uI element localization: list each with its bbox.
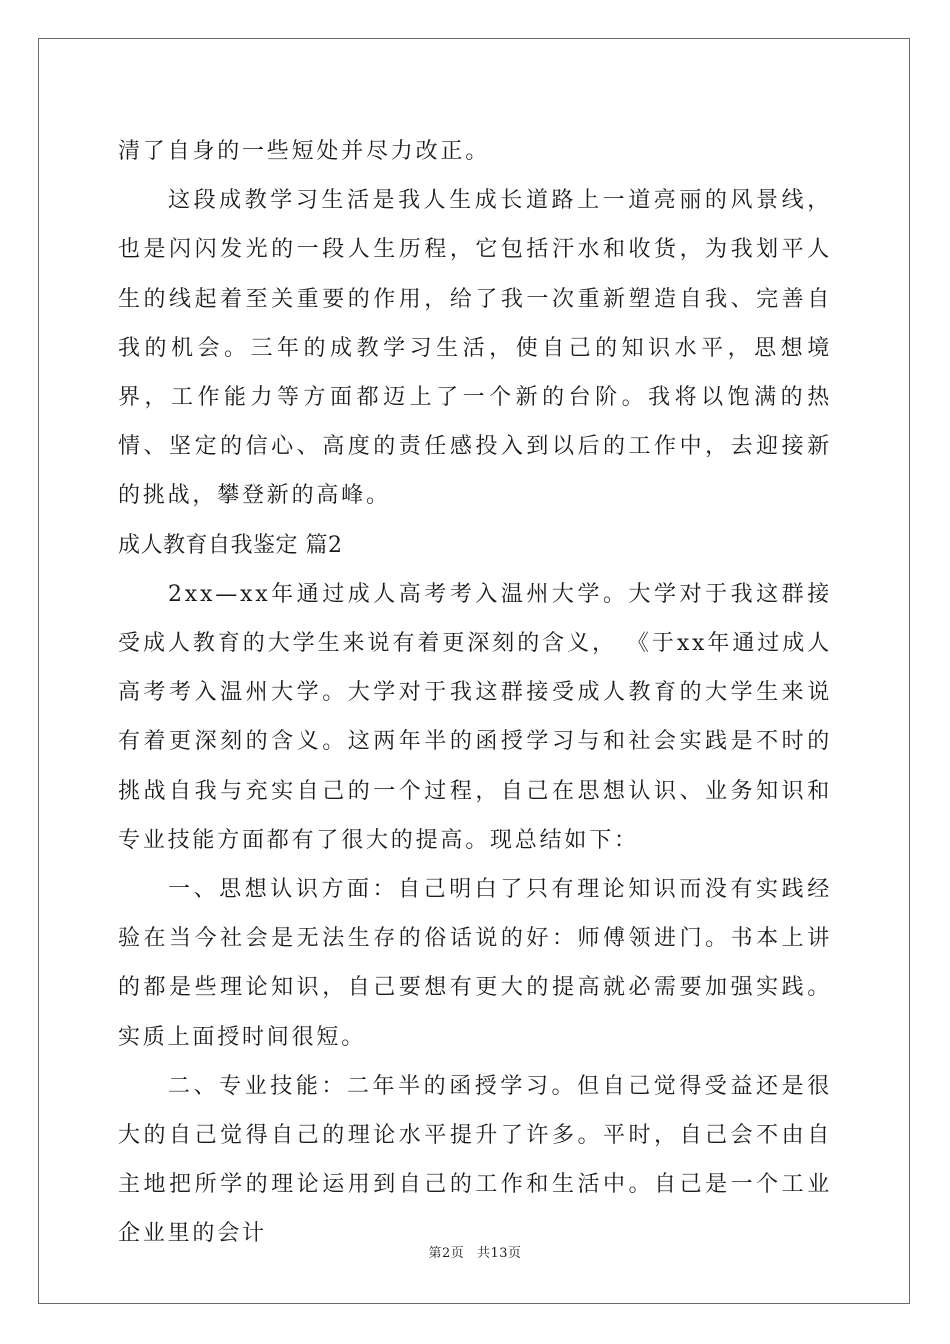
paragraph-2: 这段成教学习生活是我人生成长道路上一道亮丽的风景线，也是闪闪发光的一段人生历程，它包括汗水和收货，为我划平人生的线起着至关重要的作用，给了我一次重新塑造自我、完善自我的机会。三年的成教学习生活，使自己的知识水平，思想境界，工作能力等方面都迈上了一个新的台阶。我将以饱满的热情、坚定的信心、高度的责任感投入到以后的工作中，去迎接新的挑战，攀登新的高峰。 [118,188,832,509]
paragraph-5: 二、专业技能：二年半的函授学习。但自己觉得受益还是很大的自己觉得自己的理论水平提升了许多。平时，自己会不由自主地把所学的理论运用到自己的工作和生活中。自己是一个工业企业里的会计 [118,1073,832,1247]
paragraph-1: 清了自身的一些短处并尽力改正。 [118,139,491,164]
section-heading: 成人教育自我鉴定 篇2 [118,532,343,558]
page-total: 共13页 [476,1246,522,1261]
page-number: 第2页 [428,1246,465,1261]
paragraph-4: 一、思想认识方面：自己明白了只有理论知识而没有实践经验在当今社会是无法生存的俗话说的好：师傅领进门。书本上讲的都是些理论知识，自己要想有更大的提高就必需要加强实践。实质上面授时间很短。 [118,877,832,1050]
page-footer [0,1242,950,1261]
document-body [118,127,832,1259]
paragraph-3: 2xx—xx年通过成人高考考入温州大学。大学对于我这群接受成人教育的大学生来说有着更深刻的含义， 《于xx年通过成人高考考入温州大学。大学对于我这群接受成人教育的大学生来说有着更深刻的含义。这两年半的函授学习与和社会实践是不时的挑战自我与充实自己的一个过程，自己在思想认识、业务知识和专业技能方面都有了很大的提高。现总结如下： [118,581,832,853]
